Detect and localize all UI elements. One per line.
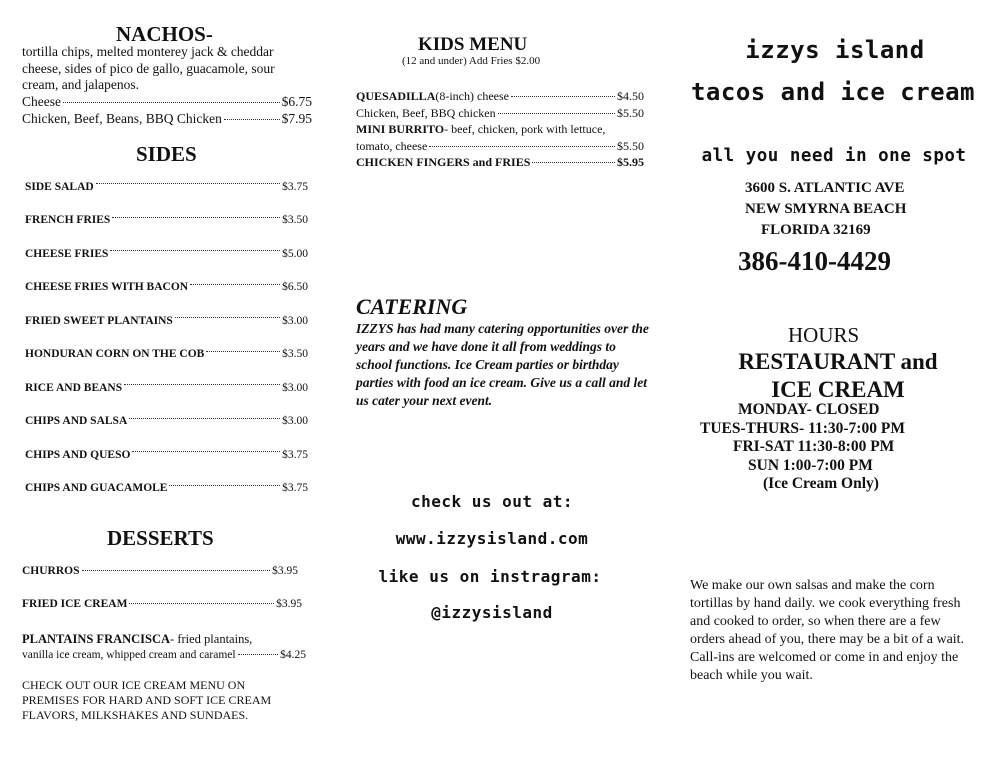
catering-text: IZZYS has had many catering opportunities over the years and we have done it all from weddings to school functions. Ice Cream parties or birthday parties with food an ice cream. Give us a call and let us cater your next event. [356, 321, 649, 408]
brand-name: izzys island [745, 36, 925, 64]
kids-menu-list [356, 88, 644, 171]
ice-cream-note: CHECK OUT OUR ICE CREAM MENU ON PREMISES FOR HARD AND SOFT ICE CREAM FLAVORS, MILKSHAKES AND SUNDAES. [22, 678, 272, 722]
list-item: FRIED SWEET PLANTAINS $3.00 [25, 314, 308, 327]
nachos-heading: NACHOS- [116, 22, 213, 46]
hours-list [690, 401, 986, 494]
dessert-churros [22, 565, 298, 577]
dessert-plantains [22, 631, 306, 663]
desserts-heading: DESSERTS [107, 526, 214, 550]
brand-subtitle: tacos and ice cream [690, 78, 976, 106]
hours-line: TUES-THURS- 11:30-7:00 PM [700, 419, 905, 437]
hours-line: SUN 1:00-7:00 PM [748, 456, 873, 474]
instagram-label: like us on instragram: [378, 567, 602, 586]
list-item: RICE AND BEANS $3.00 [25, 381, 308, 394]
list-item: CHICKEN FINGERS and FRIES $5.95 [356, 155, 644, 169]
item-name: Cheese [22, 94, 61, 109]
address-line: 3600 S. ATLANTIC AVE [745, 180, 905, 196]
sides-heading: SIDES [136, 142, 197, 166]
check-us-out-label: check us out at: [410, 492, 574, 511]
about-text: We make our own salsas and make the corn tortillas by hand daily. we cook everything fresh and cooked to order, so when there are a few orders ahead of you, there may be a bit of a wait. Call-ins are welcomed or come in and enjoy the beach while you wait. [690, 578, 965, 683]
list-item: CHEESE FRIES $5.00 [25, 247, 308, 260]
item-price: $7.95 [281, 110, 312, 126]
address-line: NEW SMYRNA BEACH [745, 201, 907, 217]
list-item: CHEESE FRIES WITH BACON $6.50 [25, 281, 308, 294]
nachos-price-list [22, 94, 312, 127]
kids-menu-subtitle: (12 and under) Add Fries $2.00 [402, 55, 541, 67]
item-description: vanilla ice cream, whipped cream and caramel [22, 649, 236, 661]
address-line: FLORIDA 32169 [761, 222, 871, 238]
brand-tagline: all you need in one spot [701, 146, 967, 166]
nachos-item-cheese [22, 94, 312, 111]
list-item: tomato, cheese $5.50 [356, 138, 644, 153]
item-price: $6.75 [281, 94, 312, 109]
list-item: QUESADILLA (8-inch) cheese $4.50 [356, 89, 644, 103]
item-price: $3.95 [272, 565, 298, 577]
address [745, 178, 906, 241]
website-link[interactable]: www.izzysisland.com [395, 529, 589, 548]
nachos-description: tortilla chips, melted monterey jack & cheddar cheese, sides of pico de gallo, guacamole, sour cream, and jalapenos. [22, 44, 275, 92]
list-item: CHIPS AND QUESO $3.75 [25, 448, 308, 461]
item-price: $3.95 [276, 598, 302, 610]
item-name: PLANTAINS FRANCISCA [22, 632, 171, 646]
item-name: CHURROS [22, 565, 80, 577]
hours-subtitle-line: ICE CREAM [771, 377, 905, 402]
list-item: CHIPS AND SALSA $3.00 [25, 415, 308, 428]
instagram-handle[interactable]: @izzysisland [431, 603, 553, 622]
list-item: CHIPS AND GUACAMOLE $3.75 [25, 482, 308, 495]
hours-line: MONDAY- CLOSED [738, 401, 880, 418]
list-item: SIDE SALAD $3.75 [25, 180, 308, 193]
sides-list [25, 170, 308, 505]
phone-number: 386-410-4429 [738, 246, 891, 276]
list-item: FRENCH FRIES $3.50 [25, 214, 308, 227]
hours-line: FRI-SAT 11:30-8:00 PM [733, 438, 895, 455]
hours-subtitle-line: RESTAURANT and [738, 349, 938, 374]
list-item: MINI BURRITO- beef, chicken, pork with lettuce, [356, 122, 606, 136]
dessert-fried-ice-cream [22, 598, 302, 610]
item-name: Chicken, Beef, Beans, BBQ Chicken [22, 110, 222, 126]
item-price: $4.25 [280, 649, 306, 661]
hours-line: (Ice Cream Only) [763, 475, 879, 492]
hours-subtitle [690, 348, 986, 404]
item-name: FRIED ICE CREAM [22, 598, 128, 610]
hours-heading: HOURS [788, 323, 860, 347]
kids-menu-heading: KIDS MENU [418, 34, 528, 55]
catering-heading: CATERING [356, 294, 468, 319]
nachos-item-meat [22, 111, 312, 128]
list-item: Chicken, Beef, BBQ chicken $5.50 [356, 105, 644, 120]
item-description: - fried plantains, [170, 632, 253, 646]
list-item: HONDURAN CORN ON THE COB $3.50 [25, 348, 308, 361]
